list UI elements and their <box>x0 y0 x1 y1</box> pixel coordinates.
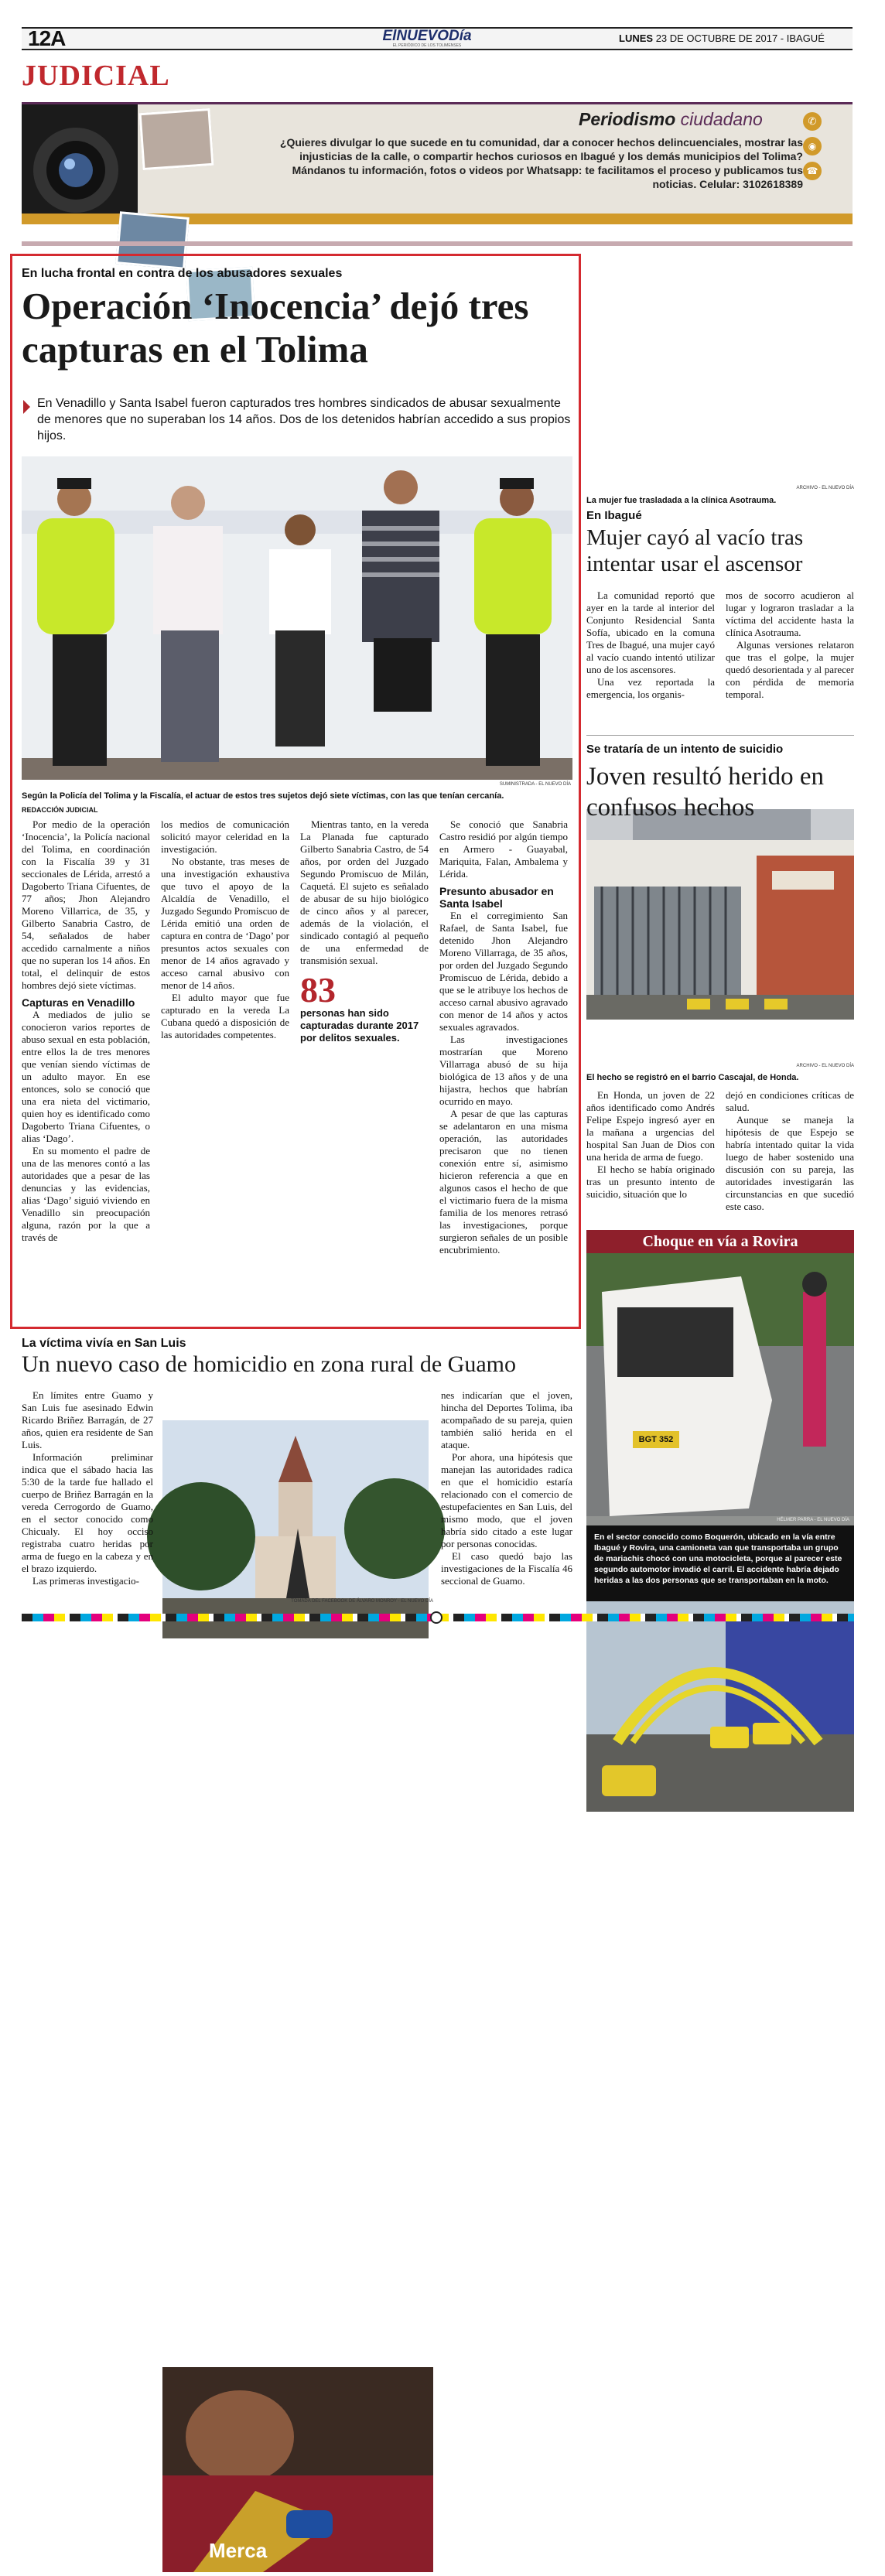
main-photo <box>22 456 572 780</box>
banner-title-a: Periodismo <box>579 109 676 129</box>
side2-kicker: Se trataría de un intento de suicidio <box>586 743 784 756</box>
issue-date <box>619 32 825 44</box>
bottom-col1-p1: En límites entre Guamo y San Luis fue asesinado Edwin Ricardo Briñez Barragán, de 27 años, quien era residente de San Luis. <box>22 1389 153 1450</box>
main-col1-subhead: Capturas en Venadillo <box>22 996 135 1009</box>
bottom-col1-p3: Las primeras investigacio- <box>32 1575 139 1587</box>
stat-number: 83 <box>300 970 336 1010</box>
main-headline: Operación ‘Inocencia’ dejó tres capturas en el Tolima <box>22 285 529 371</box>
side2-col1-p1: En Honda, un joven de 22 años identificado como Andrés Felipe Espejo ingresó ayer en la mañana a urgencias del hospital San Juan de Dios con una herida de arma de fuego. <box>586 1089 715 1163</box>
side2-col-1 <box>586 1089 715 1201</box>
choque-caption: En el sector conocido como Boquerón, ubicado en la vía entre Ibagué y Rovira, una camioneta van que transportaba un grupo de mariachis chocó con una motocicleta, porque al parecer este segundo automotor invadió el carril. El accidente habría dejado heridas a las dos personas que se transportaban en la moto. <box>594 1532 842 1585</box>
bottom-col2-p1: nes indicarían que el joven, hincha del Deportes Tolima, iba acompañado de su pareja, quien también salió herida en el ataque. <box>441 1389 572 1450</box>
shirt-text: Merca <box>209 2539 268 2562</box>
main-col1-p2: A mediados de julio se conocieron varios reportes de abuso sexual en esta población, entre ellos la de tres menores que venían siendo víctimas de un adulto mayor. En ese entonces, solo se conoció que una era nieta del victimario, quien hoy es identificado como Dagoberto Triana Cifuentes, o alias ‘Dago’. <box>22 1009 150 1144</box>
phone-icon: ☎ <box>803 162 822 180</box>
side2-col2-p1: dejó en condiciones críticas de salud. <box>726 1089 854 1113</box>
side2-col1-p2: El hecho se había originado tras un presunto intento de suicidio, situación que lo <box>586 1163 715 1200</box>
church-photo <box>162 1420 429 1638</box>
main-col4-p3: Las investigaciones mostrarían que Moreno Villarraga abusó de su hija biológica de 13 años y de una hijastra, hechos que habrían ocurrido en mayo. <box>439 1033 568 1107</box>
bottom-headline: Un nuevo caso de homicidio en zona rural de Guamo <box>22 1351 516 1377</box>
banner-title <box>579 109 763 130</box>
building-photo <box>586 809 854 1020</box>
main-photo-caption: Según la Policía del Tolima y la Fiscalía, el actuar de estos tres sujetos dejó siete víctimas, con las que tenían cercanía. <box>22 791 504 801</box>
banner-phone: Celular: 3102618389 <box>699 178 803 190</box>
registration-mark-icon <box>430 1611 442 1624</box>
main-col4-p2: En el corregimiento San Rafael, de Santa Isabel, fue detenido Jhon Alejandro Moreno Villarraga, de 35 años, por orden del Juzgado Segundo Promiscuo de Lérida, debido a que se le atribuye los hechos de acceso carnal abusivo agravado con menor de 14 años y actos sexuales agravados. <box>439 910 568 1033</box>
side2-headline: Joven resultó herido en confusos hechos <box>586 763 825 822</box>
logo-tagline: EL PERIÓDICO DE LOS TOLIMENSES <box>392 43 462 48</box>
side1-col-2 <box>726 589 854 701</box>
banner-photos <box>118 111 257 211</box>
building-photo-caption: La mujer fue trasladada a la clínica Asotrauma. <box>586 496 777 505</box>
bottom-col2-p2: Por ahora, una hipótesis que manejan las autoridades radica en que el homicidio estaría relacionado con el comercio de estupefacientes en San Luis, del mismo modo, que el joven habría sido citado a este lugar por personas conocidas. <box>441 1451 572 1549</box>
main-col3-p1: Mientras tanto, en la vereda La Planada fue capturado Gilberto Sanabria Castro, de 54 años, por orden del Juzgado Segundo Promiscuo de Milán, Caquetá. El sujeto es señalado de abusar de su hijo biológico de cinco años y al parecer, además de la violación, el sindicado contagió al pequeño de una enfermedad de transmisión sexual. <box>300 818 429 966</box>
license-plate: BGT 352 <box>638 1435 674 1444</box>
date-day: LUNES <box>619 32 654 44</box>
main-col2-p2: No obstante, tras meses de una investigación exhaustiva que tuvo el apoyo de la Alcaldía de Venadillo, el Juzgado Segundo Promiscuo de Lérida emitió una orden de captura en contra de ‘Dago’ por presuntos actos sexuales con menor de 14 años agravado y acceso carnal abusivo con menor de 14 años. <box>161 856 289 991</box>
lead-marker <box>23 400 30 414</box>
side1-col2-p2: Algunas versiones relataron que tras el golpe, la mujer quedó desorientada y al parecer con pérdida de memoria temporal. <box>726 639 854 700</box>
choque-caption-box <box>586 1525 854 1601</box>
stat-text: personas han sido capturadas durante 2017 por delitos sexuales. <box>300 1007 419 1044</box>
side1-col2-p1: mos de socorro acudieron al lugar y lograron trasladar a la víctima del accidente hasta la clínica Asotrauma. <box>726 589 854 638</box>
main-col-4 <box>439 818 568 1256</box>
main-col2-p1: los medios de comunicación solicitó mayor celeridad en la investigación. <box>161 818 289 855</box>
side1-kicker: En Ibagué <box>586 509 642 522</box>
main-kicker: En lucha frontal en contra de los abusadores sexuales <box>22 267 343 280</box>
bottom-col2-p3: El caso quedó bajo las investigaciones de la Fiscalía 46 seccional de Guamo. <box>441 1550 572 1587</box>
choque-title-banner <box>586 1230 854 1253</box>
masthead-logo <box>373 29 481 49</box>
side2-col-2 <box>726 1089 854 1213</box>
main-col4-p1: Se conoció que Sanabria Castro residió por algún tiempo en Armero - Guayabal, Mariquita, Falan, Ambalema y Lérida. <box>439 818 568 880</box>
main-lead: En Venadillo y Santa Isabel fueron capturados tres hombres sindicados de abusar sexualmente de menores que no superaban los 14 años. Dos de los detenidos habrían accedido a sus propios hijos. <box>37 397 571 442</box>
citizen-journalism-banner <box>22 102 853 224</box>
camera-icon: ◉ <box>803 137 822 155</box>
victim-photo <box>162 2367 433 2572</box>
bottom-col-1 <box>22 1389 153 1587</box>
side1-col1-p2: Una vez reportada la emergencia, los organis- <box>586 676 715 700</box>
date-rest: 23 DE OCTUBRE DE 2017 - IBAGUÉ <box>655 32 825 44</box>
building-photo-credit: ARCHIVO - EL NUEVO DÍA <box>796 486 854 490</box>
banner-text <box>277 135 803 191</box>
bottom-col-2 <box>441 1389 572 1587</box>
banner-photo-1 <box>139 108 214 170</box>
stat-block <box>300 970 429 1044</box>
main-col2-p3: El adulto mayor que fue capturado en la vereda La Cubana quedó a disposición de las autoridades competentes. <box>161 992 289 1040</box>
main-col4-subhead: Presunto abusador en Santa Isabel <box>439 885 554 910</box>
main-col1-p3: En su momento el padre de una de las menores contó a las autoridades que a pesar de las denuncias y las evidencias, alias ‘Dago’ siguió viviendo en Venadillo sin preocupación alguna, razón por la que a través de <box>22 1145 150 1243</box>
side1-col-1 <box>586 589 715 701</box>
section-title: JUDICIAL <box>22 60 170 92</box>
byline: REDACCIÓN JUDICIAL <box>22 806 98 814</box>
choque-title: Choque en vía a Rovira <box>642 1233 798 1250</box>
bottom-kicker: La víctima vivía en San Luis <box>22 1337 186 1350</box>
main-photo-credit: SUMINISTRADA - EL NUEVO DÍA <box>499 782 571 787</box>
main-col-3 <box>300 818 429 1044</box>
page-number: 12A <box>28 26 66 50</box>
side-divider <box>586 735 854 736</box>
bridge-photo-credit: ARCHIVO - EL NUEVO DÍA <box>796 1064 854 1068</box>
choque-box <box>586 1230 854 1601</box>
side1-col1-p1: La comunidad reportó que ayer en la tarde al interior del Conjunto Residencial Santa Sofía, ubicado en la comuna Tres de Ibagué, una mujer cayó al vacío cuando intentó utilizar uno de los ascensores. <box>586 589 715 675</box>
main-col-2 <box>161 818 289 1041</box>
victim-photo-credit: TOMADA DEL FACEBOOK DE ÁLVARO MONROY - EL NUEVO DÍA <box>291 1599 433 1604</box>
side2-col2-p2: Aunque se maneja la hipótesis de que Espejo se habría intentado quitar la vida luego de haber sostenido una discusión con su pareja, las autoridades investigarán las circunstancias en que sucedió este caso. <box>726 1114 854 1212</box>
main-col-1 <box>22 818 150 1244</box>
banner-title-b: ciudadano <box>680 109 763 129</box>
whatsapp-icon: ✆ <box>803 112 822 131</box>
main-col4-p4: A pesar de que las capturas se adelantaron en una misma operación, las autoridades precisaron que no tienen conexión entre sí, asimismo hicieron referencia a que en algunos casos el hecho de que el victimario fuera de la misma familia de los menores retrasó las investigaciones, porque surgieron señales de un posible encubrimiento. <box>439 1108 568 1256</box>
logo-text: ElNUEVODía <box>382 28 472 44</box>
banner-body: ¿Quieres divulgar lo que sucede en tu comunidad, dar a conocer hechos delincuenciales, mostrar las injusticias de la calle, o compartir hechos curiosos en Ibagué y los demás municipios del Tolima? Mándanos tu información, fotos o videos por Whatsapp: te facilitamos el proceso y publicamos tus noticias. <box>279 136 803 190</box>
bridge-photo-caption: El hecho se registró en el barrio Cascajal, de Honda. <box>586 1073 799 1082</box>
banner-shadow-line <box>22 241 853 246</box>
choque-photo-credit: HÉLMER PARRA - EL NUEVO DÍA <box>777 1518 849 1522</box>
side1-headline: Mujer cayó al vacío tras intentar usar el ascensor <box>586 525 804 576</box>
bottom-col1-p2: Información preliminar indica que el sábado hacia las 5:30 de la tarde fue hallado el cuerpo de Briñez Barragán en la vereda Cerrogordo de Guamo, en el sector conocido como Chicualy. El hoy occiso registraba cuatro heridas por arma de fuego en la cabeza y en el brazo izquierdo. <box>22 1451 153 1574</box>
main-col1-p1: Por medio de la operación ‘Inocencia’, la Policía nacional del Tolima, en coordinación con la Fiscalía 39 y 31 seccionales de Lérida, arrestó a Dagoberto Triana Cifuentes, de 77 años; Jhon Alejandro Moreno Villarrica, de 35, y Gilberto Sanabria Castro, de 54, señalados de haber accedido carnalmente a niños que no superan los 14 años. En total, el delinquir de estos hombres dejó siete víctimas. <box>22 818 150 991</box>
